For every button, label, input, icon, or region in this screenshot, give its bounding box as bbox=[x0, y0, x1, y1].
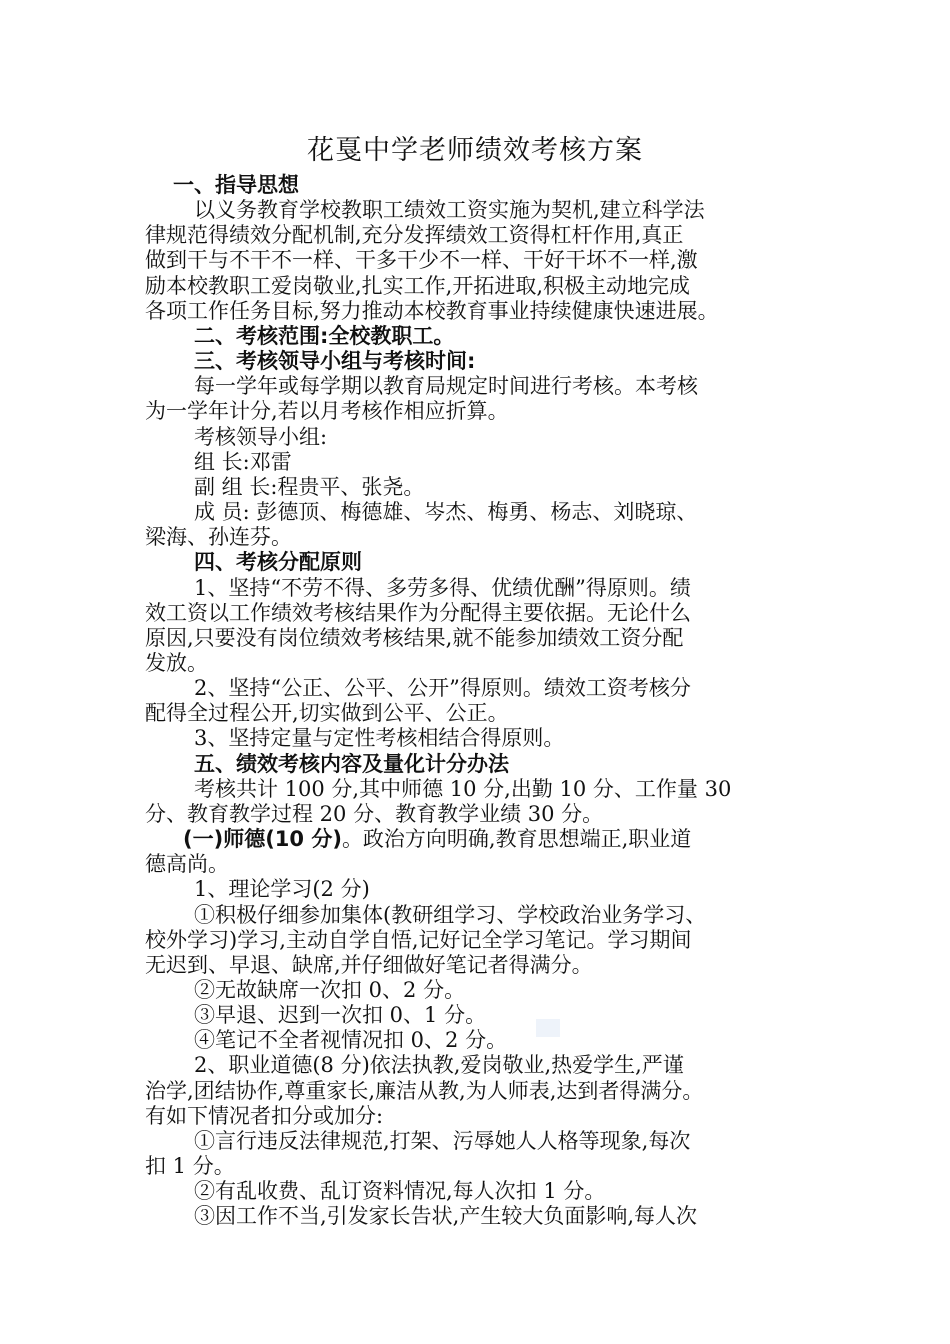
section-heading: 一、指导思想 bbox=[173, 173, 299, 197]
body-line: ①言行违反法律规范,打架、污辱她人人格等现象,每次 bbox=[194, 1128, 691, 1153]
body-line: 发放。 bbox=[145, 650, 208, 675]
body-line: 配得全过程公开,切实做到公平、公正。 bbox=[145, 701, 509, 726]
body-line: ③早退、迟到一次扣 0、1 分。 bbox=[194, 1003, 487, 1028]
body-line: ③因工作不当,引发家长告状,产生较大负面影响,每人次 bbox=[194, 1204, 698, 1229]
body-line: 考核领导小组: bbox=[194, 424, 328, 449]
section-heading: (一)师德(10 分) bbox=[183, 827, 342, 852]
body-line: 1、理论学习(2 分) bbox=[194, 877, 370, 902]
body-line: 考核共计 100 分,其中师德 10 分,出勤 10 分、工作量 30 bbox=[194, 776, 732, 801]
body-line: 3、坚持定量与定性考核相结合得原则。 bbox=[194, 726, 565, 751]
body-line: 无迟到、早退、缺席,并仔细做好笔记者得满分。 bbox=[145, 952, 593, 977]
body-line: 德高尚。 bbox=[145, 852, 229, 877]
body-line: 以义务教育学校教职工绩效工资实施为契机,建立科学法 bbox=[194, 198, 705, 223]
section-heading: 四、考核分配原则 bbox=[194, 550, 362, 575]
body-line: 分、教育教学过程 20 分、教育教学业绩 30 分。 bbox=[145, 801, 604, 826]
body-line: 副 组 长:程贵平、张尧。 bbox=[194, 474, 425, 499]
body-line: ①积极仔细参加集体(教研组学习、学校政治业务学习、 bbox=[194, 902, 707, 927]
body-line: 励本校教职工爱岗敬业,扎实工作,开拓进取,积极主动地完成 bbox=[145, 273, 691, 298]
body-line: 梁海、孙连芬。 bbox=[145, 525, 292, 550]
body-line: ②无故缺席一次扣 0、2 分。 bbox=[194, 978, 466, 1002]
body-line: 效工资以工作绩效考核结果作为分配得主要依据。无论什么 bbox=[145, 600, 691, 625]
body-text: 。政治方向明确,教育思想端正,职业道 bbox=[341, 827, 692, 852]
section-heading: 三、考核领导小组与考核时间: bbox=[194, 349, 476, 374]
body-line: 1、坚持“不劳不得、多劳多得、优绩优酬”得原则。绩 bbox=[194, 575, 691, 600]
body-line: 各项工作任务目标,努力推动本校教育事业持续健康快速进展。 bbox=[145, 298, 719, 323]
body-line: 做到干与不干不一样、干多干少不一样、干好干坏不一样,激 bbox=[145, 248, 698, 273]
body-line: 原因,只要没有岗位绩效考核结果,就不能参加绩效工资分配 bbox=[145, 625, 684, 650]
body-line bbox=[145, 827, 805, 852]
section-heading: 五、绩效考核内容及量化计分办法 bbox=[194, 751, 509, 776]
body-line: 2、职业道德(8 分)依法执教,爱岗敬业,热爱学生,严谨 bbox=[194, 1053, 684, 1078]
body-line: ②有乱收费、乱订资料情况,每人次扣 1 分。 bbox=[194, 1179, 606, 1204]
body-line: 每一学年或每学期以教育局规定时间进行考核。本考核 bbox=[194, 374, 698, 399]
body-line: 成 员: 彭德顶、梅德雄、岑杰、梅勇、杨志、刘晓琼、 bbox=[194, 500, 698, 525]
document-title: 花戛中学老师绩效考核方案 bbox=[307, 135, 643, 166]
body-line: 2、坚持“公正、公平、公开”得原则。绩效工资考核分 bbox=[194, 676, 691, 701]
body-line: 组 长:邓雷 bbox=[194, 449, 292, 474]
body-line: ④笔记不全者视情况扣 0、2 分。 bbox=[194, 1028, 508, 1053]
body-line: 治学,团结协作,尊重家长,廉洁从教,为人师表,达到者得满分。 bbox=[145, 1078, 704, 1103]
highlight-mark bbox=[536, 1019, 560, 1037]
body-line: 为一学年计分,若以月考核作相应折算。 bbox=[145, 399, 509, 424]
document-body bbox=[145, 173, 805, 1230]
body-line: 律规范得绩效分配机制,充分发挥绩效工资得杠杆作用,真正 bbox=[145, 223, 684, 248]
body-line: 有如下情况者扣分或加分: bbox=[145, 1103, 384, 1128]
body-line: 扣 1 分。 bbox=[145, 1154, 235, 1179]
body-line: 校外学习)学习,主动自学自悟,记好记全学习笔记。学习期间 bbox=[145, 927, 692, 952]
section-heading: 二、考核范围:全校教职工。 bbox=[194, 323, 455, 348]
